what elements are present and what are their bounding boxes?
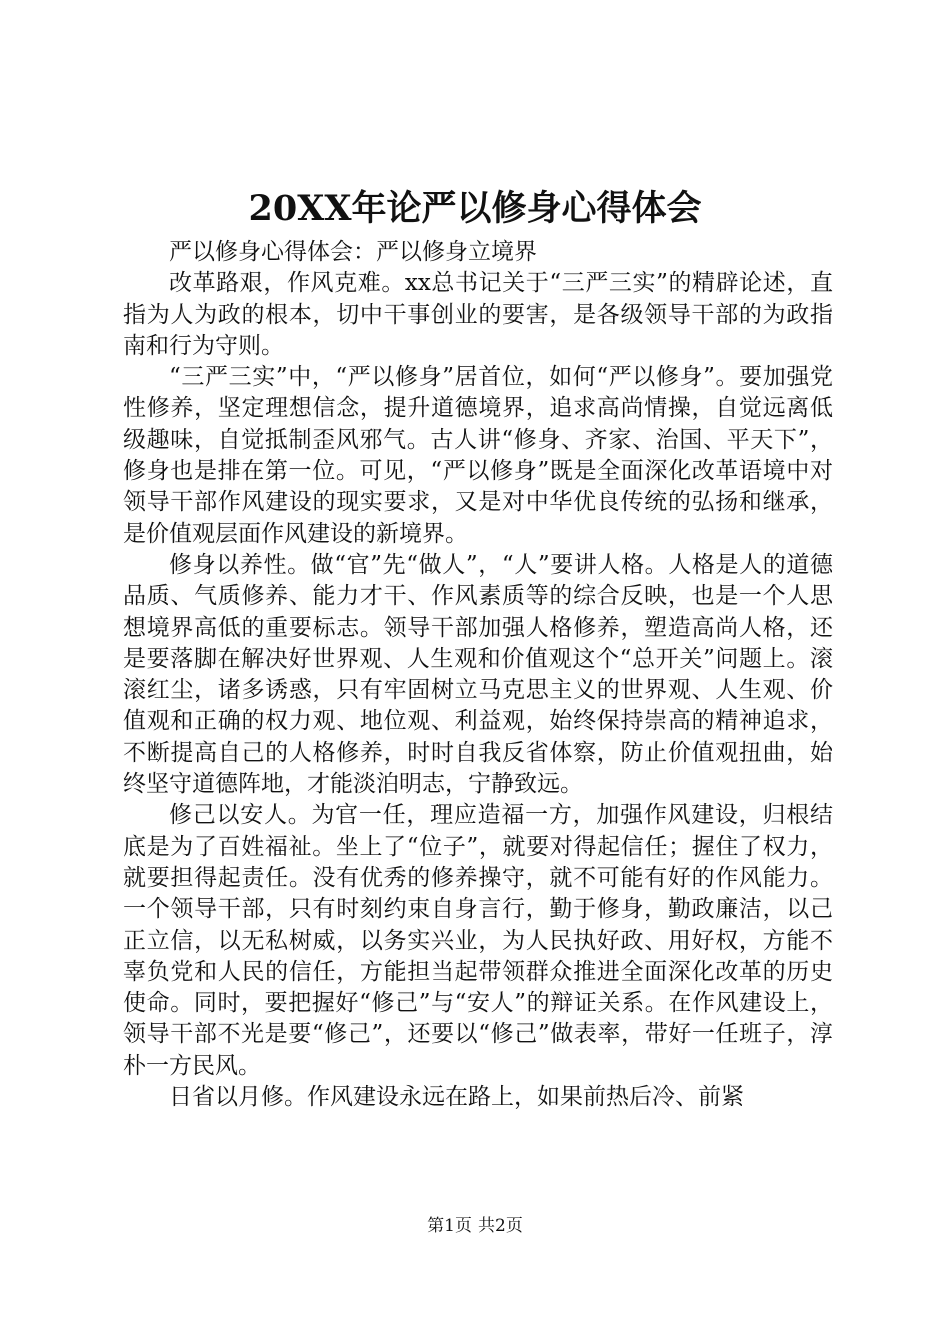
page-total: 共2页 (478, 1216, 523, 1236)
document-title: 20XX年论严以修身心得体会 (248, 188, 702, 229)
body-paragraph: 日省以月修。作风建设永远在路上，如果前热后冷、前紧 (169, 1084, 744, 1111)
page-footer (0, 1214, 950, 1238)
body-paragraph: 修己以安人。为官一任，理应造福一方，加强作风建设，归根结底是为了百姓福祉。坐上了“位子”，就要对得起信任；握住了权力，就要担得起责任。没有优秀的修养操守，就不可能有好的作风能力。一个领导干部，只有时刻约束自身言行，勤于修身，勤政廉洁，以己正立信，以无私树威，以务实兴业，为人民执好政、用好权，方能不辜负党和人民的信任，方能担当起带领群众推进全面深化改革的历史使命。同时，要把握好“修己”与“安人”的辩证关系。在作风建设上，领导干部不光是要“修己”，还要以“修己”做表率，带好一任班子，淳朴一方民风。 (123, 802, 833, 1079)
body-paragraph: “三严三实”中，“严以修身”居首位，如何“严以修身”。要加强党性修养，坚定理想信念，提升道德境界，追求高尚情操，自觉远离低级趣味，自觉抵制歪风邪气。古人讲“修身、齐家、治国、平天下”，修身也是排在第一位。可见，“严以修身”既是全面深化改革语境中对领导干部作风建设的现实要求，又是对中华优良传统的弘扬和继承，是价值观层面作风建设的新境界。 (123, 364, 833, 547)
body-paragraph: 改革路艰，作风克难。xx总书记关于“三严三实”的精辟论述，直指为人为政的根本，切中干事创业的要害，是各级领导干部的为政指南和行为守则。 (123, 270, 833, 359)
subtitle-paragraph: 严以修身心得体会：严以修身立境界 (169, 239, 537, 265)
page-number: 第1页 (427, 1216, 472, 1236)
body-paragraph: 修身以养性。做“官”先“做人”，“人”要讲人格。人格是人的道德品质、气质修养、能力才干、作风素质等的综合反映，也是一个人思想境界高低的重要标志。领导干部加强人格修养，塑造高尚人格，还是要落脚在解决好世界观、人生观和价值观这个“总开关”问题上。滚滚红尘，诸多诱惑，只有牢固树立马克思主义的世界观、人生观、价值观和正确的权力观、地位观、利益观，始终保持崇高的精神追求，不断提高自己的人格修养，时时自我反省体察，防止价值观扭曲，始终坚守道德阵地，才能淡泊明志，宁静致远。 (123, 551, 833, 798)
document-body (123, 237, 833, 1113)
